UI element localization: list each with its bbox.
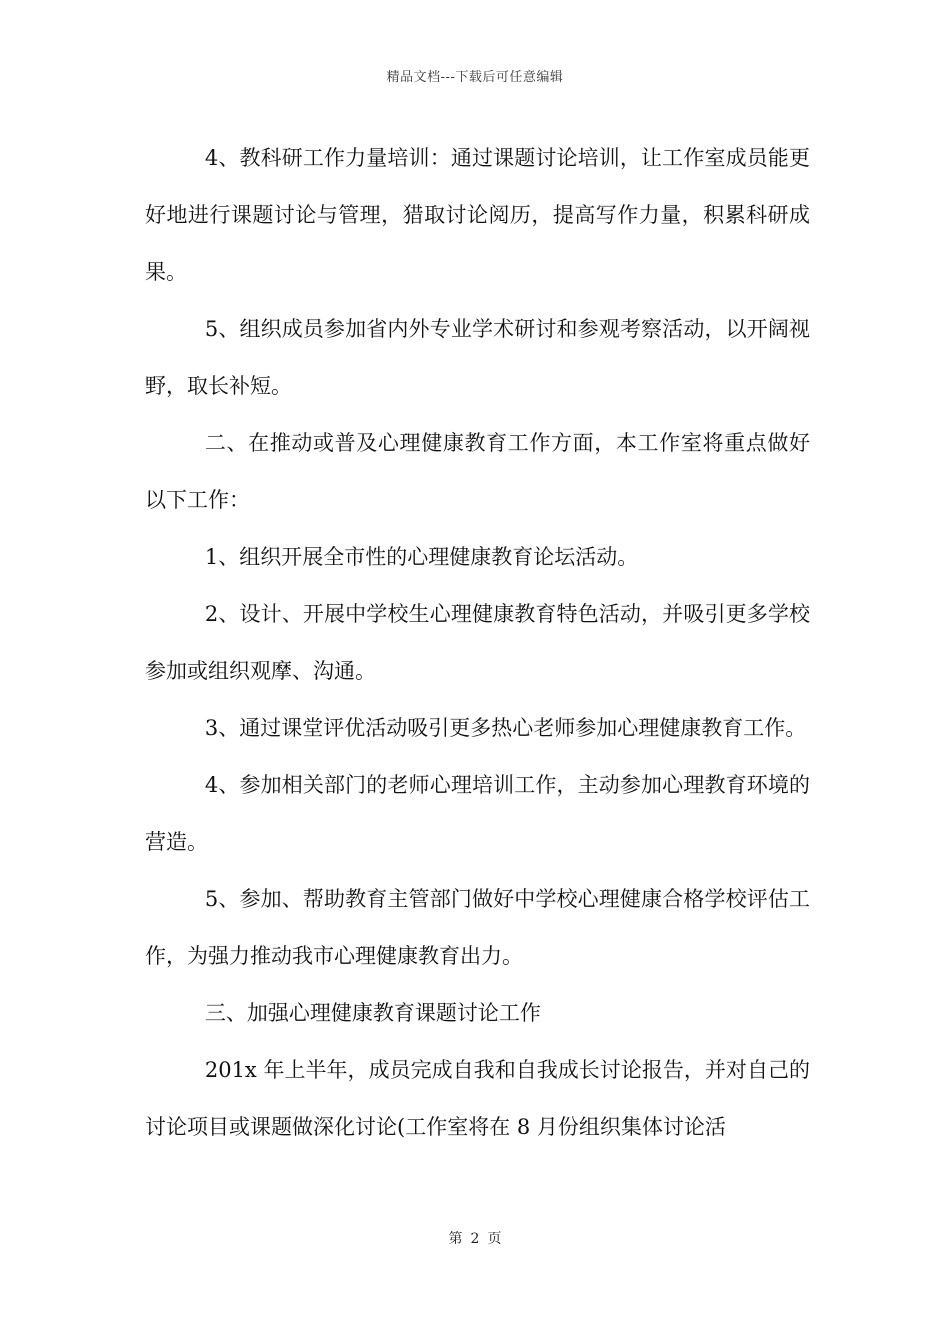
paragraph-3: 1、组织开展全市性的心理健康教育论坛活动。 (204, 545, 639, 569)
document-body (145, 130, 810, 1156)
paragraph-2: 5、组织成员参加省内外专业学术研讨和参观考察活动，以开阔视野，取长补短。 (145, 317, 810, 398)
paragraph-6: 4、参加相关部门的老师心理培训工作，主动参加心理教育环境的营造。 (145, 773, 810, 854)
page-number-prefix: 第 (448, 1231, 463, 1247)
paragraph-8: 201x 年上半年，成员完成自我和自我成长讨论报告，并对自己的讨论项目或课题做深化讨论(工作室将在 8 月份组织集体讨论活 (145, 1058, 810, 1139)
section-heading-3: 三、加强心理健康教育课题讨论工作 (204, 1001, 541, 1025)
page-header: 精品文档---下载后可任意编辑 (386, 70, 564, 85)
paragraph-5: 3、通过课堂评优活动吸引更多热心老师参加心理健康教育工作。 (204, 716, 807, 740)
page-number-suffix: 页 (487, 1231, 502, 1247)
paragraph-1: 4、教科研工作力量培训：通过课题讨论培训，让工作室成员能更好地进行课题讨论与管理，猎取讨论阅历，提高写作力量，积累科研成果。 (145, 146, 810, 284)
section-heading-2: 二、在推动或普及心理健康教育工作方面，本工作室将重点做好以下工作： (145, 431, 810, 512)
paragraph-4: 2、设计、开展中学校生心理健康教育特色活动，并吸引更多学校参加或组织观摩、沟通。 (145, 602, 810, 683)
paragraph-7: 5、参加、帮助教育主管部门做好中学校心理健康合格学校评估工作，为强力推动我市心理健康教育出力。 (145, 887, 810, 968)
page-number: 2 (470, 1231, 480, 1247)
page-footer (0, 1228, 950, 1248)
